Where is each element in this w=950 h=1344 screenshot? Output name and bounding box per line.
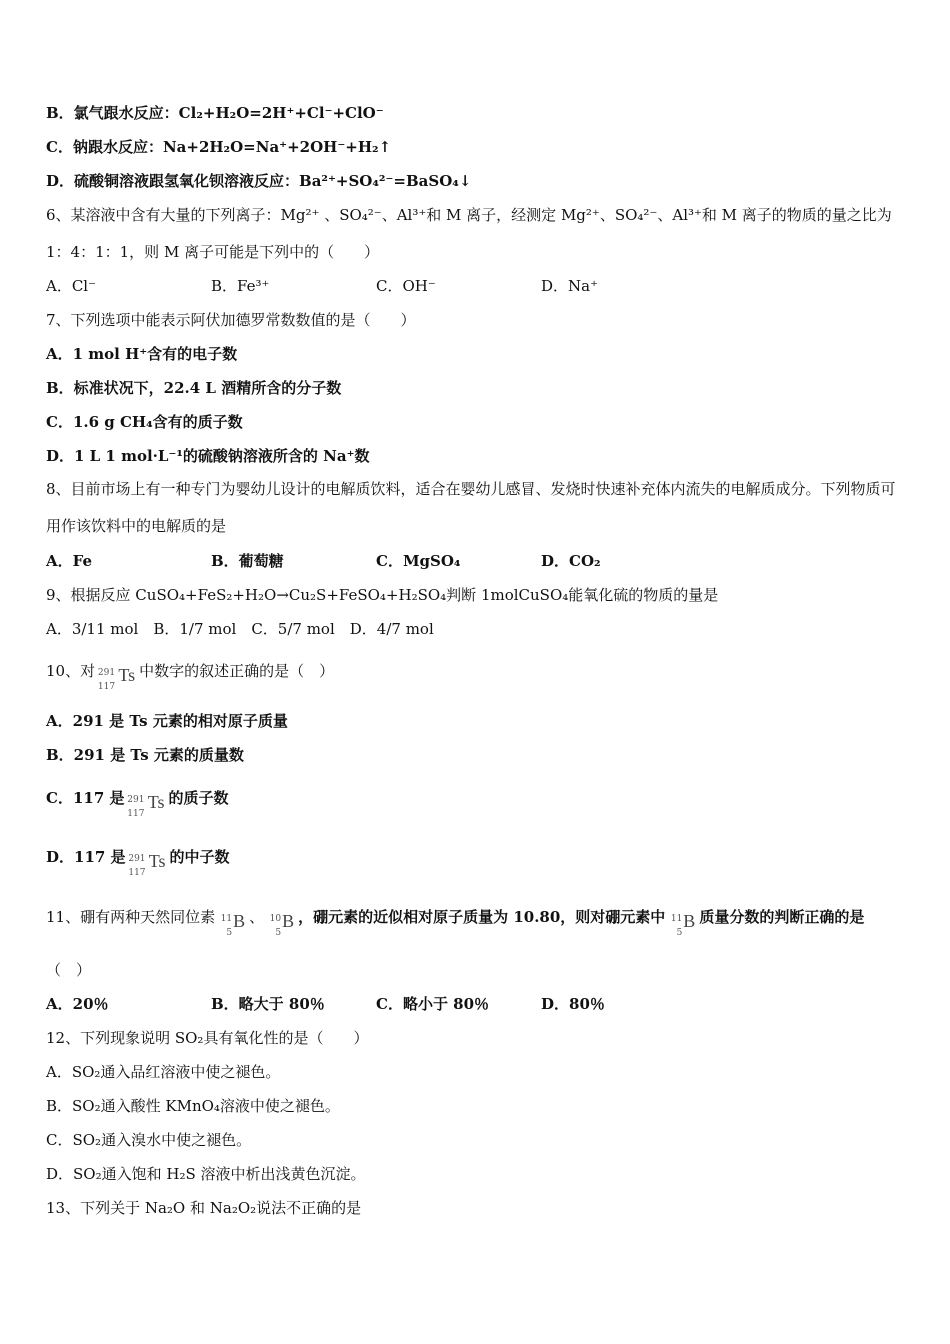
b10-symbol: B	[282, 911, 295, 931]
q11-option-b: B．略大于 80％	[211, 995, 325, 1013]
b10-nuclide	[266, 903, 296, 938]
b11-nuclide	[667, 903, 697, 938]
b10-mass-number: 10	[269, 914, 282, 924]
q11-option-c: C．略小于 80％	[376, 995, 490, 1013]
b11-symbol: B	[233, 911, 246, 931]
ts-mass-number: 291	[97, 668, 116, 678]
q12-option-b: B．SO₂通入酸性 KMnO₄溶液中使之褪色。	[46, 1097, 340, 1115]
ts-symbol: Ts	[148, 851, 166, 871]
q11-stem	[46, 901, 865, 938]
q12-option-a: A．SO₂通入品红溶液中使之褪色。	[46, 1063, 281, 1081]
q13-stem: 13、下列关于 Na₂O 和 Na₂O₂说法不正确的是	[46, 1199, 362, 1217]
q8-option-a: A．Fe	[46, 552, 93, 570]
q6-stem-line2: 1：4：1：1，则 M 离子可能是下列中的（ ）	[46, 243, 380, 261]
q5-option-d: D．硫酸铜溶液跟氢氧化钡溶液反应：Ba²⁺+SO₄²⁻=BaSO₄↓	[46, 172, 472, 190]
q8-option-d: D．CO₂	[541, 552, 601, 570]
q10-option-b: B．291 是 Ts 元素的质量数	[46, 746, 244, 764]
q9-options: A．3/11 mol B．1/7 mol C．5/7 mol D．4/7 mol	[46, 620, 434, 638]
q10-option-a: A．291 是 Ts 元素的相对原子质量	[46, 712, 288, 730]
ts-atomic-number: 117	[97, 682, 116, 692]
q11-mid: ，硼元素的近似相对原子质量为 10.80，则对硼元素中	[298, 908, 666, 926]
q6-option-d: D．Na⁺	[541, 277, 599, 295]
q10-option-d-prefix: D．117 是	[46, 848, 126, 866]
q10-option-c-suffix: 的质子数	[168, 789, 229, 807]
ts-nuclide	[128, 843, 168, 878]
q10-prefix: 10、对	[46, 662, 96, 680]
b11-mass-number: 11	[220, 914, 233, 924]
q10-suffix: 中数字的叙述正确的是（ ）	[139, 662, 335, 680]
q9-stem: 9、根据反应 CuSO₄+FeS₂+H₂O→Cu₂S+FeSO₄+H₂SO₄判断 1molCuSO₄能氧化硫的物质的量是	[46, 586, 719, 604]
q8-option-c: C．MgSO₄	[376, 552, 461, 570]
b11-atomic-number: 5	[676, 928, 683, 938]
q5-option-c: C．钠跟水反应：Na+2H₂O=Na⁺+2OH⁻+H₂↑	[46, 138, 392, 156]
q8-stem: 8、目前市场上有一种专门为婴幼儿设计的电解质饮料，适合在婴幼儿感冒、发烧时快速补充体内流失的电解质成分。下列物质可用作该饮料中的电解质的是	[46, 480, 896, 535]
q6-option-a: A．Cl⁻	[46, 277, 97, 295]
q11-paren: （ ）	[46, 961, 92, 979]
ts-atomic-number: 117	[128, 868, 146, 878]
q12-option-c: C．SO₂通入溴水中使之褪色。	[46, 1131, 252, 1149]
b11-mass-number: 11	[670, 914, 683, 924]
q10-option-d-suffix: 的中子数	[169, 848, 230, 866]
ts-mass-number: 291	[127, 795, 145, 805]
q8-option-b: B．葡萄糖	[211, 552, 284, 570]
q7-stem: 7、下列选项中能表示阿伏加德罗常数数值的是（ ）	[46, 311, 416, 329]
q7-option-a: A．1 mol H⁺含有的电子数	[46, 345, 238, 363]
ts-atomic-number: 117	[127, 809, 145, 819]
q11-option-d: D．80％	[541, 995, 605, 1013]
q6-options	[46, 276, 706, 296]
q6-stem-line1: 6、某溶液中含有大量的下列离子：Mg²⁺ 、SO₄²⁻、Al³⁺和 M 离子，经测定 Mg²⁺、SO₄²⁻、Al³⁺和 M 离子的物质的量之比为	[46, 206, 892, 224]
q11-options	[46, 994, 706, 1014]
q6-option-c: C．OH⁻	[376, 277, 436, 295]
b10-atomic-number: 5	[275, 928, 282, 938]
b11-nuclide	[217, 903, 247, 938]
q11-option-a: A．20％	[46, 995, 109, 1013]
ts-symbol: Ts	[118, 665, 136, 685]
ts-nuclide	[126, 784, 166, 819]
q11-suffix: 质量分数的判断正确的是	[699, 908, 865, 926]
q8-options	[46, 551, 706, 571]
b11-symbol: B	[683, 911, 696, 931]
q12-option-d: D．SO₂通入饱和 H₂S 溶液中析出浅黄色沉淀。	[46, 1165, 366, 1183]
q11-prefix: 11、硼有两种天然同位素	[46, 908, 216, 926]
q12-stem: 12、下列现象说明 SO₂具有氧化性的是（ ）	[46, 1029, 369, 1047]
ts-mass-number: 291	[128, 854, 146, 864]
q6-option-b: B．Fe³⁺	[211, 277, 270, 295]
q10-option-c	[46, 782, 229, 819]
q11-separator: 、	[249, 908, 265, 926]
q5-option-b: B．氯气跟水反应：Cl₂+H₂O=2H⁺+Cl⁻+ClO⁻	[46, 104, 384, 122]
q10-option-c-prefix: C．117 是	[46, 789, 125, 807]
ts-nuclide	[97, 657, 137, 692]
ts-symbol: Ts	[147, 792, 165, 812]
q10-option-d	[46, 841, 230, 878]
q7-option-b: B．标准状况下，22.4 L 酒精所含的分子数	[46, 379, 342, 397]
b11-atomic-number: 5	[226, 928, 233, 938]
q10-stem	[46, 655, 335, 692]
q7-option-d: D．1 L 1 mol·L⁻¹的硫酸钠溶液所含的 Na⁺数	[46, 447, 370, 465]
q7-option-c: C．1.6 g CH₄含有的质子数	[46, 413, 243, 431]
